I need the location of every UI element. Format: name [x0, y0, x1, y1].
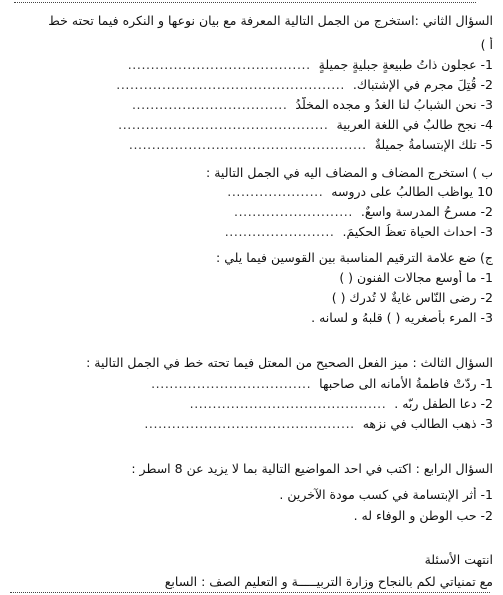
q2-item-2-answer-line: .................................................. [116, 77, 345, 92]
q3-item-2 [6, 396, 493, 412]
q3-title: السؤال الثالث : ميز الفعل الصحيح من المعتل فيما تحته خط في الجمل التالية : [86, 355, 493, 370]
q2-item-3-text: 3- نحن الشبابُ لنا الغدُ و مجده المخلّدُ [295, 97, 493, 112]
q3-item-1-text: 1- ردّتْ فاطمةُ الأمانه الى صاحبها [319, 376, 493, 391]
q2-c-item-1: 1- ما أوسع مجالات الفنون ( ) [339, 270, 493, 285]
q2-b-item-1 [6, 184, 493, 200]
q3-item-2-text: 2- دعا الطفل ربّه . [394, 396, 493, 411]
q2-item-3 [6, 97, 493, 113]
q2-item-2-text: 2- قُتِلَ مجرم في الإشتباك. [352, 77, 493, 92]
q2-item-1-answer-line: ........................................ [127, 57, 311, 72]
bottom-dotted-rule [10, 592, 490, 593]
q3-item-1 [6, 376, 493, 392]
q2-b-item-3-text: 3- احداث الحياة تعظُ الحكيمَ. [342, 224, 493, 239]
q2-item-4-answer-line: .............................................. [118, 117, 329, 132]
q2-part-b-title: ب ) استخرج المضاف و المضاف اليه في الجمل التالية : [206, 165, 493, 180]
q3-item-3 [6, 416, 493, 432]
q2-part-a-label: أ ) [480, 37, 493, 52]
q4-title: السؤال الرابع : اكتب في احد المواضيع التالية بما لا يزيد عن 8 اسطر : [131, 461, 493, 476]
q2-b-item-3-answer-line: ........................ [224, 224, 335, 239]
top-dotted-rule [14, 2, 476, 3]
q2-item-1-text: 1- عجلون ذاتُ طبيعةٍ جبليةٍ جميلةٍ [318, 57, 493, 72]
q3-item-2-answer-line: ........................................... [189, 396, 387, 411]
q2-b-item-1-answer-line: ..................... [227, 184, 324, 199]
q2-item-4-text: 4- نجح طالبٌ في اللغة العربية [336, 117, 493, 132]
q2-b-item-2-answer-line: .......................... [234, 204, 353, 219]
q2-c-item-2: 2- رضى النّاس غايةٌ لا تُدرك ( ) [331, 290, 493, 305]
q2-title: السؤال الثاني :استخرج من الجمل التالية المعرفة مع بيان نوعها و النكره فيما تحته خط [48, 13, 493, 28]
q4-item-1: 1- أثر الإبتسامة في كسب مودة الآخرين . [279, 487, 493, 502]
q3-item-3-answer-line: .............................................. [144, 416, 355, 431]
q2-item-1 [6, 57, 493, 73]
q2-item-5 [6, 137, 493, 153]
q4-item-2: 2- حب الوطن و الوفاء له . [353, 508, 493, 523]
q2-c-item-3: 3- المرء بأصغريه ( ) قلبهُ و لسانه . [311, 310, 493, 325]
q3-item-3-text: 3- ذهب الطالب في نزهه [362, 416, 493, 431]
q2-item-3-answer-line: .................................. [131, 97, 288, 112]
end-of-questions-note: انتهت الأسئلة [424, 552, 493, 567]
q2-item-5-answer-line: .................................................... [128, 137, 367, 152]
q2-item-5-text: 5- تلك الإبتسامةُ جميلةٌ [374, 137, 493, 152]
q3-item-1-answer-line: ................................... [151, 376, 312, 391]
footer-wishes: مع تمنياتي لكم بالنجاح وزارة التربيـــــة و التعليم الصف : السابع [164, 574, 493, 589]
q2-b-item-2-text: 2- مسرحُ المدرسة واسعٌ. [360, 204, 493, 219]
q2-item-4 [6, 117, 493, 133]
q2-part-c-title: ج) ضع علامة الترقيم المناسبة بين القوسين فيما يلي : [216, 250, 493, 265]
q2-b-item-1-text: 10 يواظب الطالبُ على دروسه [331, 184, 493, 199]
q2-item-2 [6, 77, 493, 93]
q2-b-item-3 [6, 224, 493, 240]
q2-b-item-2 [6, 204, 493, 220]
